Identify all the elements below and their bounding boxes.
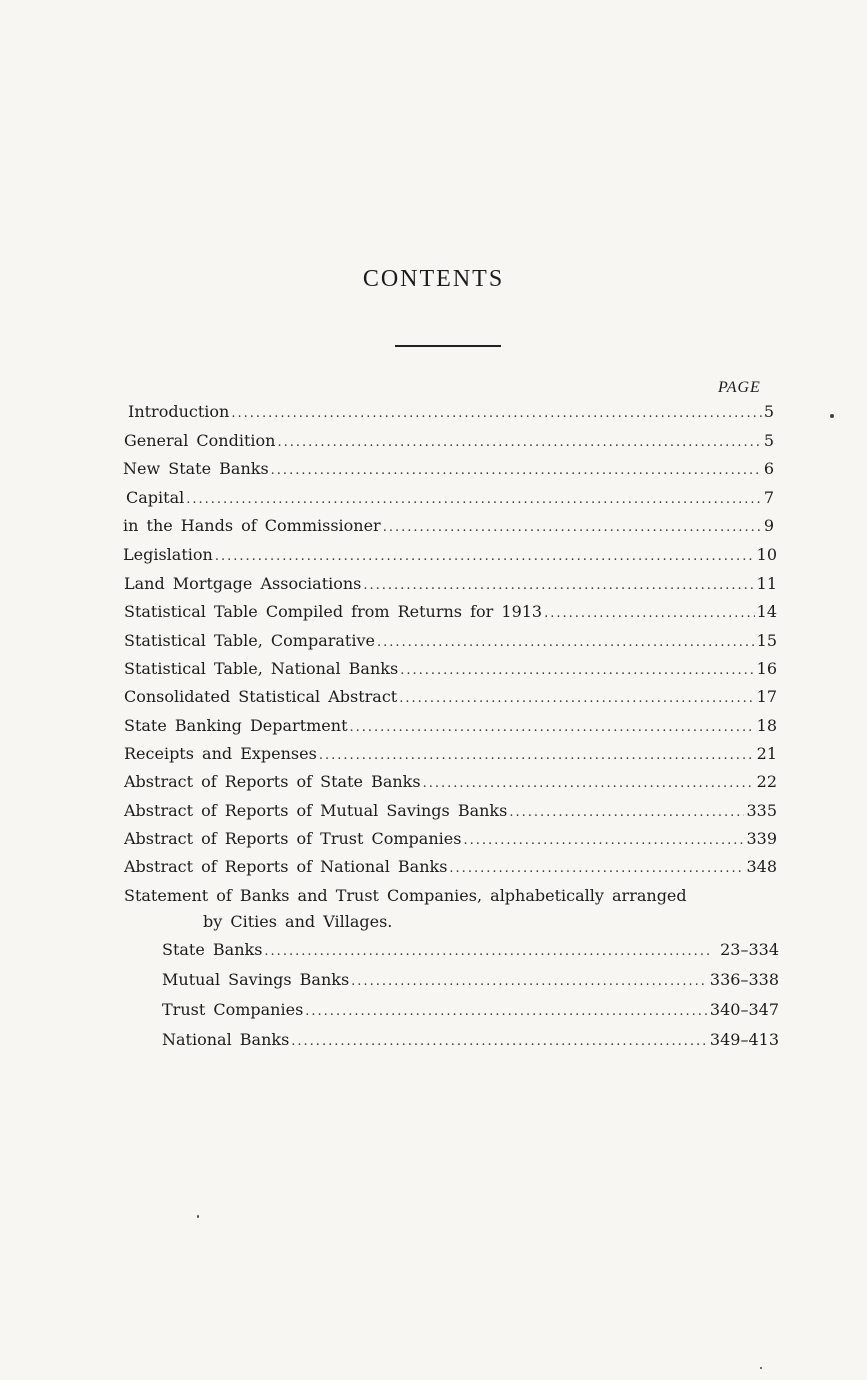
toc-entry-label: in the Hands of Commissioner	[123, 516, 381, 535]
toc-entry-page: 16	[756, 659, 777, 678]
dot-leader	[291, 1028, 708, 1054]
toc-entry-page: 22	[756, 772, 777, 791]
toc-entry-label: National Banks	[162, 1030, 290, 1049]
toc-entry	[124, 825, 777, 853]
dot-leader	[400, 657, 754, 683]
toc-sub-entry	[162, 966, 779, 994]
toc-sub-entry	[162, 1026, 779, 1054]
toc-entry-page: 23–334	[720, 940, 779, 959]
dot-leader	[351, 968, 708, 994]
toc-entry-label: Receipts and Expenses	[124, 744, 317, 763]
statement-heading: Statement of Banks and Trust Companies, alphabetically arranged	[124, 886, 687, 905]
toc-entry	[126, 484, 774, 512]
toc-entry	[123, 512, 774, 540]
toc-entry-page: 349–413	[709, 1030, 779, 1049]
dot-leader	[377, 629, 755, 655]
dot-leader	[509, 799, 744, 825]
toc-entry	[124, 683, 777, 711]
toc-entry-page: 18	[756, 716, 777, 735]
toc-entry-label: Legislation	[123, 545, 213, 564]
dot-leader	[383, 514, 762, 540]
toc-entry	[124, 740, 777, 768]
toc-entry-label: Land Mortgage Associations	[124, 574, 362, 593]
dot-leader	[350, 714, 755, 740]
toc-entry-page: 11	[756, 574, 777, 593]
toc-entry-label: State Banking Department	[124, 716, 348, 735]
toc-entry-page: 340–347	[709, 1000, 779, 1019]
scan-speck	[760, 1367, 762, 1369]
toc-entry-label: General Condition	[124, 431, 276, 450]
toc-entry-page: 5	[763, 402, 774, 421]
toc-entry-page: 336–338	[709, 970, 779, 989]
scan-speck	[830, 414, 834, 418]
dot-leader	[186, 486, 762, 512]
statement-subheading: by Cities and Villages.	[203, 912, 393, 931]
toc-entry-page: 5	[763, 431, 774, 450]
toc-entry-label: Abstract of Reports of National Banks	[124, 857, 448, 876]
dot-leader	[363, 572, 754, 598]
toc-entry-label: Statistical Table, National Banks	[124, 659, 399, 678]
dot-leader	[231, 400, 761, 426]
toc-entry-page: 7	[763, 488, 774, 507]
toc-entry-page: 17	[756, 687, 777, 706]
dot-leader	[305, 998, 708, 1024]
toc-entry-page: 348	[746, 857, 777, 876]
dot-leader	[264, 938, 711, 964]
toc-entry	[124, 627, 777, 655]
toc-entry-label: State Banks	[162, 940, 263, 959]
toc-entry-page: 14	[756, 602, 777, 621]
toc-entry	[124, 427, 774, 455]
toc-entry-label: Trust Companies	[162, 1000, 304, 1019]
page-column-header: PAGE	[718, 379, 761, 396]
page-title: CONTENTS	[362, 266, 505, 292]
toc-entry-label: New State Banks	[123, 459, 269, 478]
toc-entry	[128, 398, 774, 426]
toc-entry	[124, 853, 777, 881]
toc-entry-label: Statistical Table Compiled from Returns for 1913	[124, 602, 543, 621]
toc-entry-label: Introduction	[128, 402, 230, 421]
toc-entry	[124, 598, 777, 626]
title-rule	[395, 345, 501, 347]
toc-entry	[124, 797, 777, 825]
toc-entry-label: Capital	[126, 488, 185, 507]
scan-speck	[197, 1215, 199, 1218]
toc-entry-page: 9	[763, 516, 774, 535]
toc-sub-entry	[162, 936, 779, 964]
toc-entry-label: Abstract of Reports of State Banks	[124, 772, 421, 791]
toc-sub-entry	[162, 996, 779, 1024]
toc-entry-page: 339	[746, 829, 777, 848]
toc-entry-page: 15	[756, 631, 777, 650]
toc-entry-label: Mutual Savings Banks	[162, 970, 350, 989]
toc-entry-page: 6	[763, 459, 774, 478]
dot-leader	[399, 685, 754, 711]
dot-leader	[319, 742, 755, 768]
toc-entry-label: Statistical Table, Comparative	[124, 631, 375, 650]
toc-entry	[124, 768, 777, 796]
toc-entry-label: Abstract of Reports of Trust Companies	[124, 829, 462, 848]
dot-leader	[449, 855, 744, 881]
toc-entry-page: 21	[756, 744, 777, 763]
toc-entry	[124, 712, 777, 740]
toc-entry-page: 10	[756, 545, 777, 564]
dot-leader	[215, 543, 755, 569]
toc-entry	[124, 570, 777, 598]
dot-leader	[544, 600, 755, 626]
dot-leader	[271, 457, 762, 483]
toc-entry	[124, 655, 777, 683]
dot-leader	[277, 429, 761, 455]
toc-entry	[123, 541, 777, 569]
toc-entry	[123, 455, 774, 483]
dot-leader	[463, 827, 744, 853]
toc-entry-label: Consolidated Statistical Abstract	[124, 687, 398, 706]
toc-entry-page: 335	[746, 801, 777, 820]
toc-entry-label: Abstract of Reports of Mutual Savings Banks	[124, 801, 508, 820]
dot-leader	[423, 770, 755, 796]
